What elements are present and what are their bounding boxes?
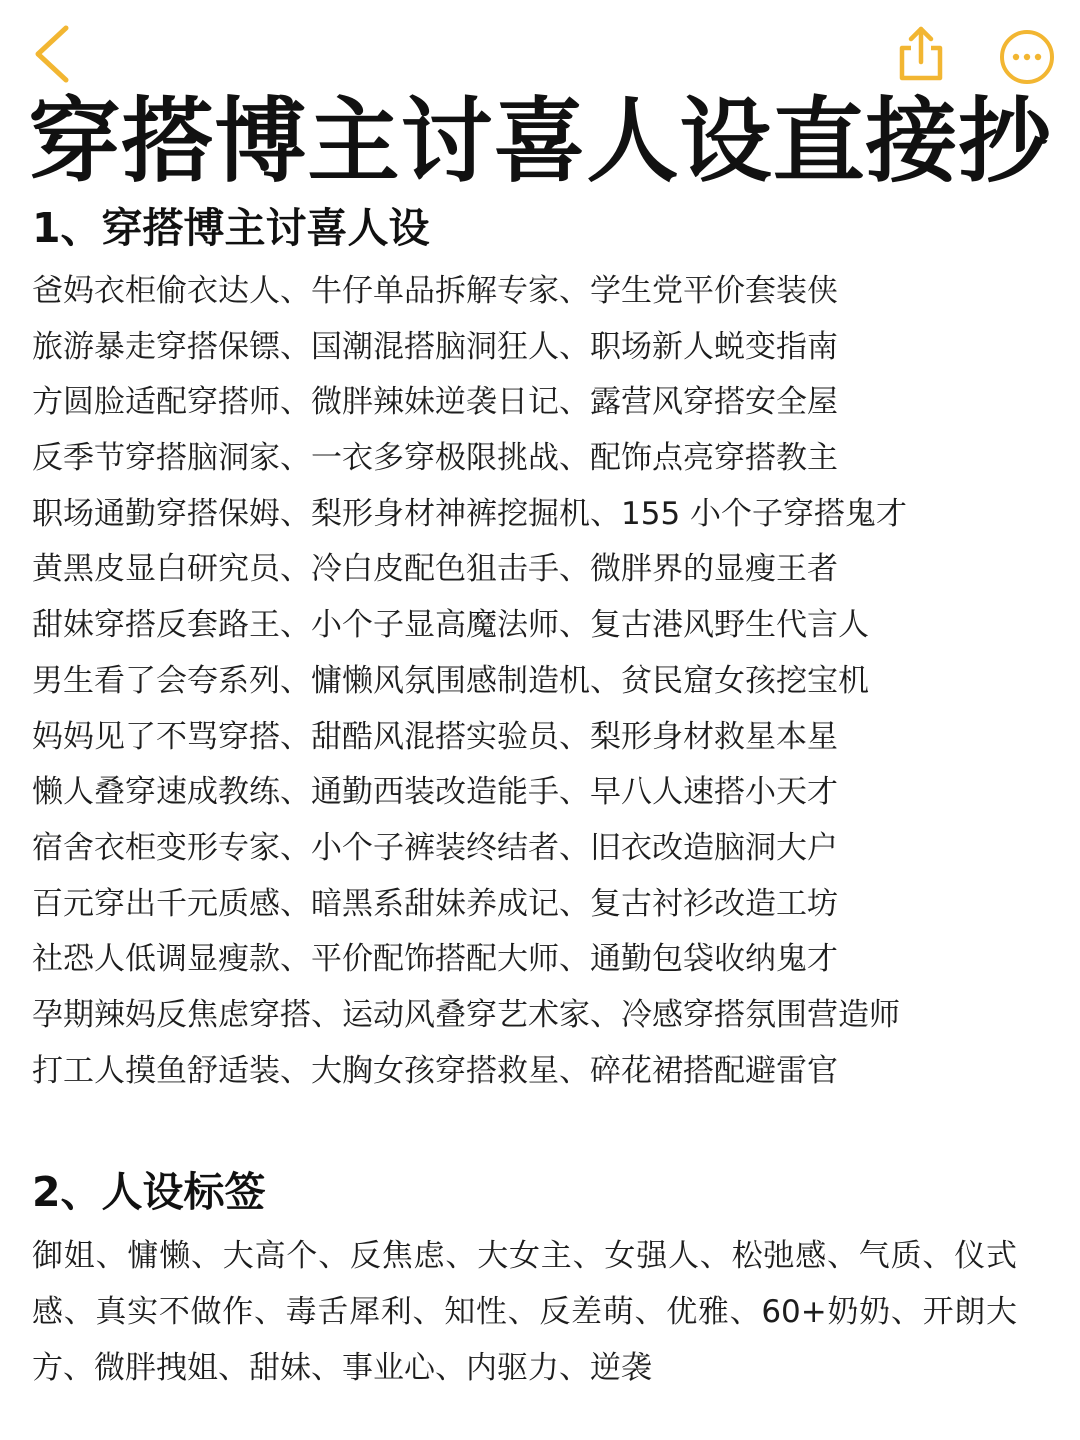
list-item: 旅游暴走穿搭保镖、国潮混搭脑洞狂人、职场新人蜕变指南 [32,328,838,365]
list-item: 宿舍衣柜变形专家、小个子裤装终结者、旧衣改造脑洞大户 [32,829,838,866]
list-item: 黄黑皮显白研究员、冷白皮配色狙击手、微胖界的显瘦王者 [32,551,838,588]
share-icon[interactable] [894,24,948,84]
list-item: 孕期辣妈反焦虑穿搭、运动风叠穿艺术家、冷感穿搭氛围营造师 [32,996,900,1033]
section-heading-tags: 2、人设标签 [32,1168,266,1216]
list-item: 社恐人低调显瘦款、平价配饰搭配大师、通勤包袋收纳鬼才 [32,941,838,978]
list-item: 甜妹穿搭反套路王、小个子显高魔法师、复古港风野生代言人 [32,607,869,644]
list-item: 爸妈衣柜偷衣达人、牛仔单品拆解专家、学生党平价套装侠 [32,273,838,309]
list-item: 方圆脸适配穿搭师、微胖辣妹逆袭日记、露营风穿搭安全屋 [32,384,838,421]
more-horizontal-icon[interactable] [998,28,1056,86]
list-item: 妈妈见了不骂穿搭、甜酷风混搭实验员、梨形身材救星本星 [32,718,838,755]
list-item: 百元穿出千元质感、暗黑系甜妹养成记、复古衬衫改造工坊 [32,885,838,922]
chevron-left-icon[interactable] [28,22,76,86]
list-item: 男生看了会夸系列、慵懒风氛围感制造机、贫民窟女孩挖宝机 [32,662,869,699]
persona-list [32,264,1052,1099]
list-item: 职场通勤穿搭保姆、梨形身材神裤挖掘机、155 小个子穿搭鬼才 [32,495,908,532]
page-title: 穿搭博主讨喜人设直接抄 [28,88,1052,195]
list-item: 懒人叠穿速成教练、通勤西装改造能手、早八人速搭小天才 [32,774,838,811]
persona-tags-text: 御姐、慵懒、大高个、反焦虑、大女主、女强人、松弛感、气质、仪式感、真实不做作、毒舌犀利、知性、反差萌、优雅、60+奶奶、开朗大方、微胖拽姐、甜妹、事业心、内驱力、逆袭 [32,1238,1017,1386]
top-navigation-bar [0,0,1080,100]
list-item: 反季节穿搭脑洞家、一衣多穿极限挑战、配饰点亮穿搭教主 [32,440,838,477]
list-item: 打工人摸鱼舒适装、大胸女孩穿搭救星、碎花裙搭配避雷官 [32,1052,838,1089]
section-heading-personas: 1、穿搭博主讨喜人设 [32,204,430,252]
